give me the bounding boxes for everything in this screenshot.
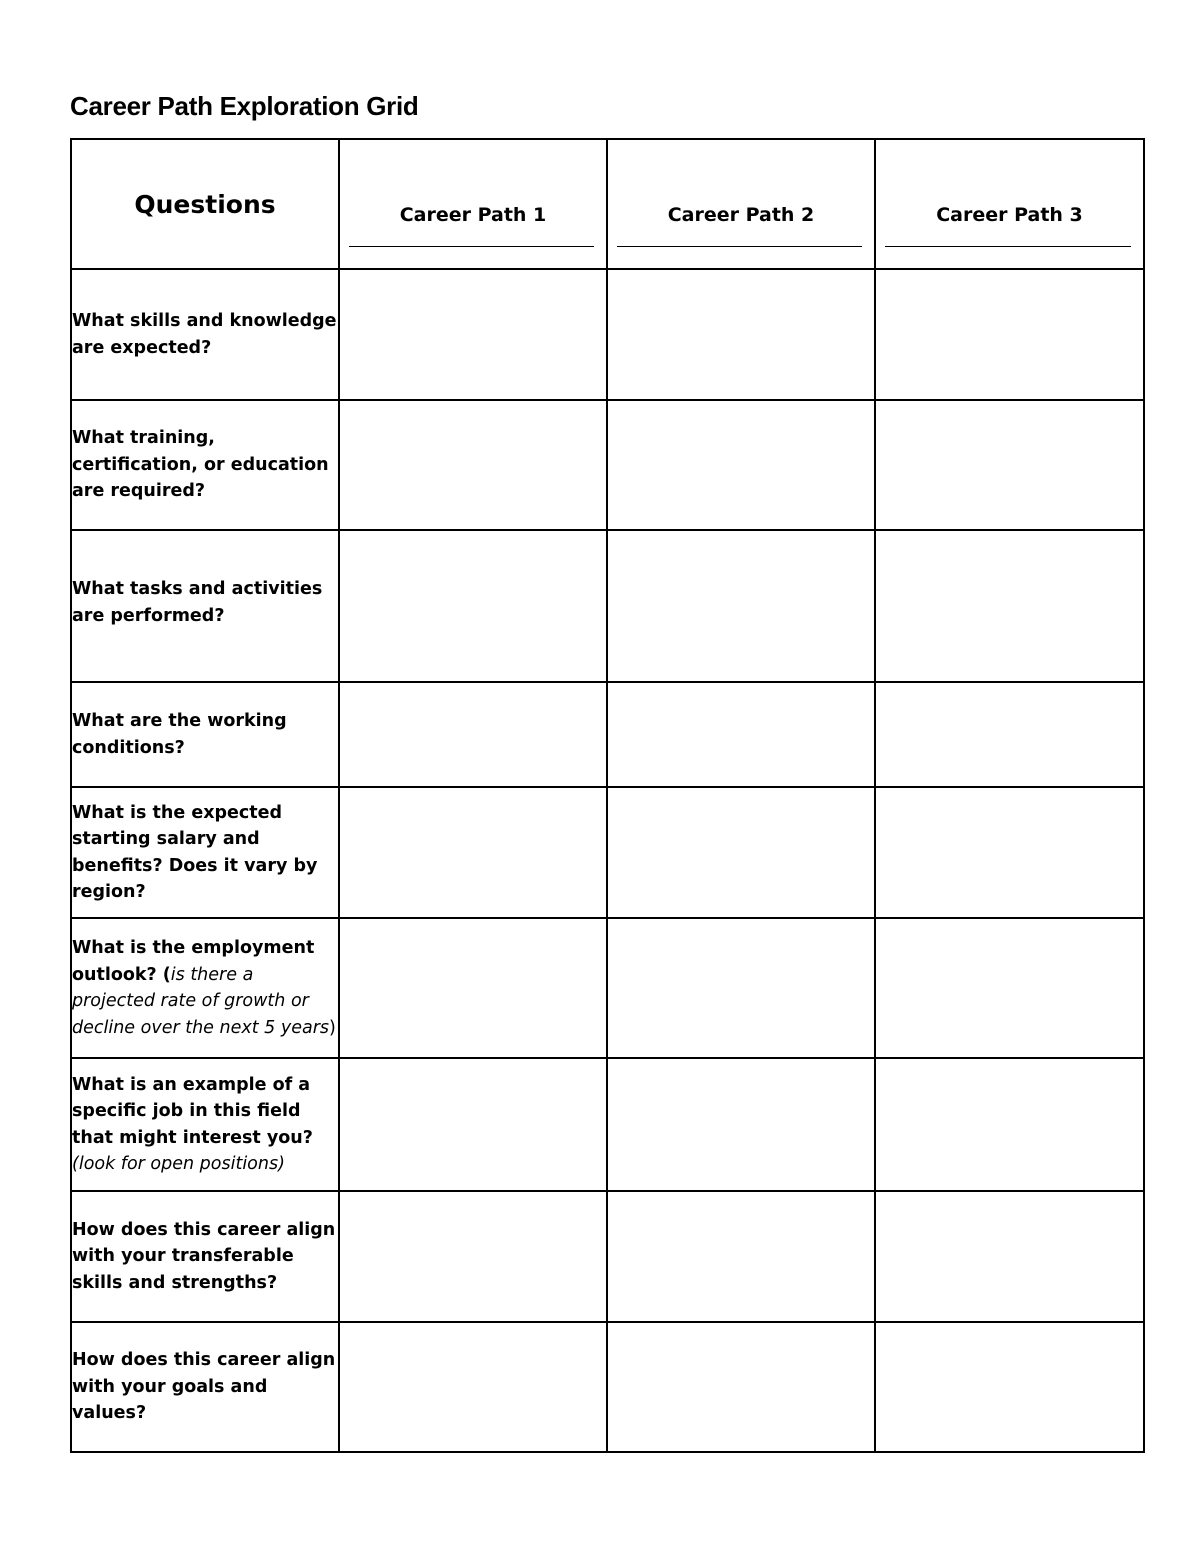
answer-cell[interactable]	[339, 530, 607, 682]
answer-cell[interactable]	[607, 1058, 875, 1191]
career-path-2-label: Career Path 2	[667, 204, 815, 226]
answer-cell[interactable]	[339, 1191, 607, 1322]
question-text: How does this career align with your transferable skills and strengths?	[72, 1219, 336, 1293]
header-row	[71, 139, 1144, 269]
table-row	[71, 269, 1144, 400]
answer-cell[interactable]	[339, 918, 607, 1058]
career-path-2-name-line[interactable]	[617, 246, 862, 247]
question-text: What are the working conditions?	[72, 711, 287, 758]
table-row	[71, 530, 1144, 682]
table-row	[71, 400, 1144, 530]
question-text: What training, certification, or education are required?	[72, 428, 329, 502]
question-hint: is there a projected rate of growth or decline over the next 5 years	[72, 964, 330, 1038]
question-text: How does this career align with your goals and values?	[72, 1350, 336, 1424]
hint-close: )	[329, 1017, 336, 1038]
answer-cell[interactable]	[875, 918, 1144, 1058]
answer-cell[interactable]	[607, 787, 875, 918]
answer-cell[interactable]	[875, 1322, 1144, 1452]
table-row	[71, 1322, 1144, 1452]
career-path-1-name-line[interactable]	[349, 246, 594, 247]
table-row	[71, 918, 1144, 1058]
table-row	[71, 1058, 1144, 1191]
question-working-conditions	[71, 682, 339, 787]
answer-cell[interactable]	[339, 269, 607, 400]
answer-cell[interactable]	[607, 269, 875, 400]
answer-cell[interactable]	[875, 682, 1144, 787]
page-title: Career Path Exploration Grid	[70, 91, 419, 121]
answer-cell[interactable]	[607, 400, 875, 530]
questions-header: Questions	[71, 139, 339, 269]
question-tasks	[71, 530, 339, 682]
table-row	[71, 787, 1144, 918]
question-outlook	[71, 918, 339, 1058]
question-text: What is the expected starting salary and benefits? Does it vary by region?	[72, 802, 318, 902]
table-row	[71, 682, 1144, 787]
table-row	[71, 1191, 1144, 1322]
career-path-3-label: Career Path 3	[936, 204, 1083, 226]
question-text: What tasks and activities are performed?	[72, 579, 323, 626]
question-training	[71, 400, 339, 530]
answer-cell[interactable]	[339, 1058, 607, 1191]
question-text: What is an example of a specific job in this field that might interest you?	[72, 1074, 313, 1148]
answer-cell[interactable]	[875, 400, 1144, 530]
question-goals-values	[71, 1322, 339, 1452]
answer-cell[interactable]	[607, 918, 875, 1058]
answer-cell[interactable]	[339, 1322, 607, 1452]
career-path-1-header	[339, 139, 607, 269]
answer-cell[interactable]	[607, 1191, 875, 1322]
question-transferable-skills	[71, 1191, 339, 1322]
answer-cell[interactable]	[875, 530, 1144, 682]
answer-cell[interactable]	[339, 682, 607, 787]
question-example-job	[71, 1058, 339, 1191]
hint-open: (	[156, 964, 171, 985]
answer-cell[interactable]	[607, 1322, 875, 1452]
answer-cell[interactable]	[875, 787, 1144, 918]
career-path-2-header	[607, 139, 875, 269]
answer-cell[interactable]	[339, 400, 607, 530]
career-path-3-name-line[interactable]	[885, 246, 1131, 247]
question-text: What is the employment outlook?	[72, 938, 315, 985]
career-path-1-label: Career Path 1	[399, 204, 547, 226]
answer-cell[interactable]	[875, 1058, 1144, 1191]
answer-cell[interactable]	[875, 269, 1144, 400]
question-salary	[71, 787, 339, 918]
question-skills	[71, 269, 339, 400]
question-hint: (look for open positions)	[72, 1154, 285, 1174]
answer-cell[interactable]	[607, 682, 875, 787]
career-grid-table	[70, 138, 1145, 1453]
question-text: What skills and knowledge are expected?	[72, 311, 337, 358]
answer-cell[interactable]	[339, 787, 607, 918]
answer-cell[interactable]	[875, 1191, 1144, 1322]
answer-cell[interactable]	[607, 530, 875, 682]
career-path-3-header	[875, 139, 1144, 269]
